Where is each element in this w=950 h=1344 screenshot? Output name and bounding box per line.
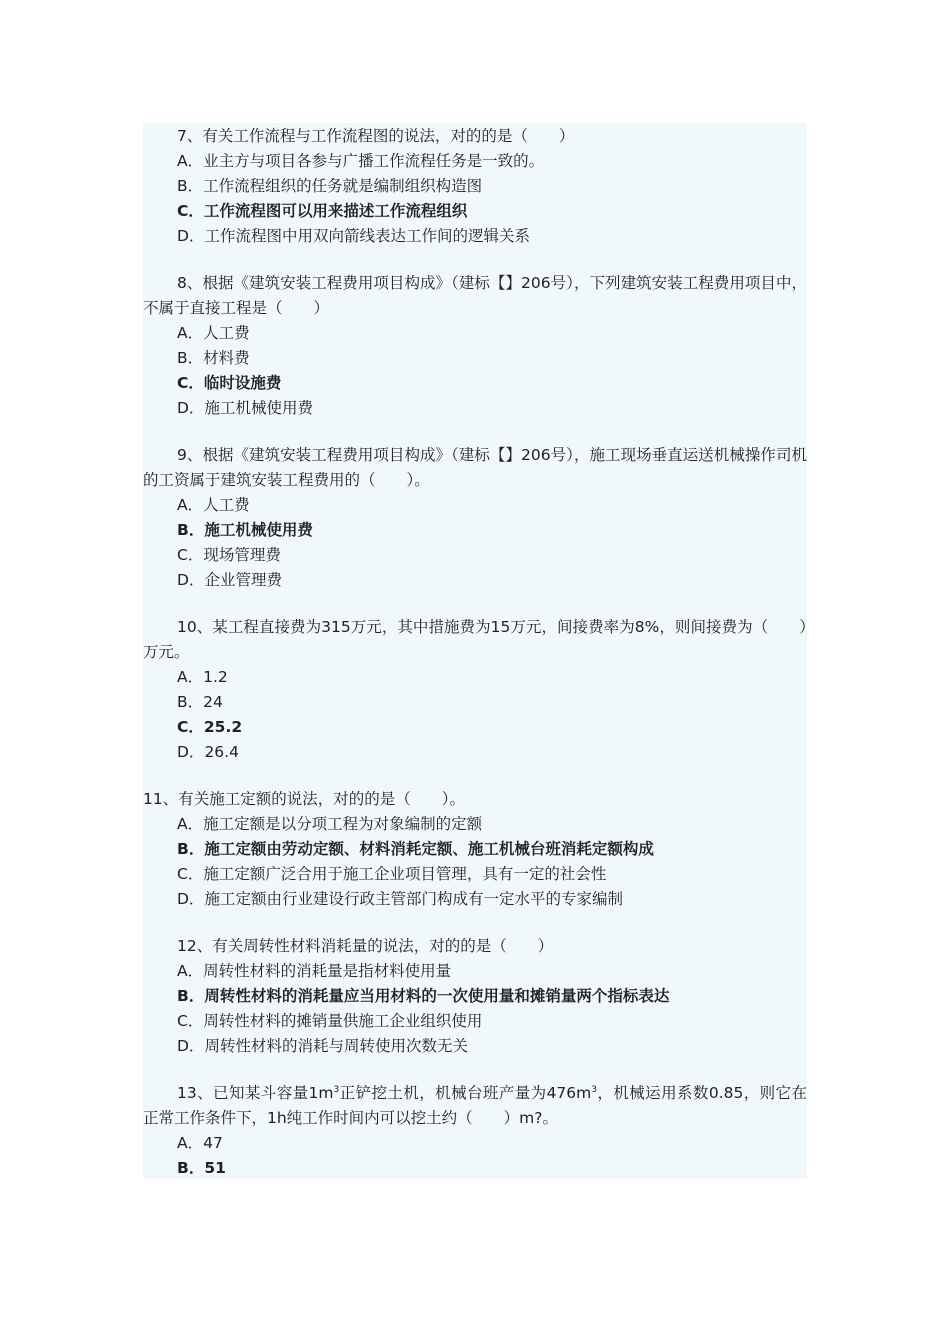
option-c-answer: C．工作流程图可以用来描述工作流程组织 [177,202,468,220]
question-8 [143,271,807,421]
option-d: D．企业管理费 [177,571,282,589]
question-stem: 12、有关周转性材料消耗量的说法，对的的是（ ） [177,937,554,955]
option-c-answer: C．临时设施费 [177,374,282,392]
option-a: A．人工费 [177,496,250,514]
option-d: D．施工机械使用费 [177,399,313,417]
question-7 [143,124,807,249]
option-b-answer: B．周转性材料的消耗量应当用材料的一次使用量和摊销量两个指标表达 [177,987,670,1005]
option-c: C．施工定额广泛合用于施工企业项目管理，具有一定的社会性 [177,865,607,883]
superscript: 3 [333,1084,340,1095]
option-b: B．工作流程组织的任务就是编制组织构造图 [177,177,483,195]
option-a: A．施工定额是以分项工程为对象编制的定额 [177,815,483,833]
option-b-answer: B．施工定额由劳动定额、材料消耗定额、施工机械台班消耗定额构成 [177,840,654,858]
question-stem: 11、有关施工定额的说法，对的的是（ ）。 [143,790,465,808]
option-a: A．周转性材料的消耗量是指材料使用量 [177,962,452,980]
option-b: B．材料费 [177,349,250,367]
option-c-answer: C．25.2 [177,718,243,736]
superscript: 3 [591,1084,597,1095]
question-12 [143,934,807,1059]
question-stem: 8、根据《建筑安装工程费用项目构成》（建标【】206号），下列建筑安装工程费用项目中，不属于直接工程是（ ） [143,274,807,317]
option-b-answer: B．施工机械使用费 [177,521,313,539]
option-c: C．现场管理费 [177,546,281,564]
question-stem: 13、已知某斗容量$1m^3$正铲挖土机，机械台班产量为$476m^3$，机械运用系数0.85，则它在正常工作条件下，1h纯工作时间内可以挖土约（ ）m?。 [143,1084,808,1127]
question-11 [143,787,807,912]
option-b-answer: B．51 [177,1159,226,1177]
option-c: C．周转性材料的摊销量供施工企业组织使用 [177,1012,483,1030]
question-stem: 9、根据《建筑安装工程费用项目构成》（建标【】206号），施工现场垂直运送机械操作司机的工资属于建筑安装工程费用的（ ）。 [143,446,807,489]
option-a: A．业主方与项目各参与广播工作流程任务是一致的。 [177,152,545,170]
question-stem: 10、某工程直接费为315万元，其中措施费为15万元，间接费率为8%，则间接费为（ ）万元。 [143,618,807,661]
option-d: D．施工定额由行业建设行政主管部门构成有一定水平的专家编制 [177,890,623,908]
question-9 [143,443,807,593]
question-stem: 7、有关工作流程与工作流程图的说法，对的的是（ ） [177,127,575,145]
option-a: A．1.2 [177,668,228,686]
option-d: D．周转性材料的消耗与周转使用次数无关 [177,1037,468,1055]
option-d: D．26.4 [177,743,239,761]
option-a: A．人工费 [177,324,250,342]
option-b: B．24 [177,693,223,711]
option-d: D．工作流程图中用双向箭线表达工作间的逻辑关系 [177,227,530,245]
question-list [143,124,807,1203]
option-a: A．47 [177,1134,223,1152]
question-10 [143,615,807,765]
question-13 [143,1081,807,1181]
